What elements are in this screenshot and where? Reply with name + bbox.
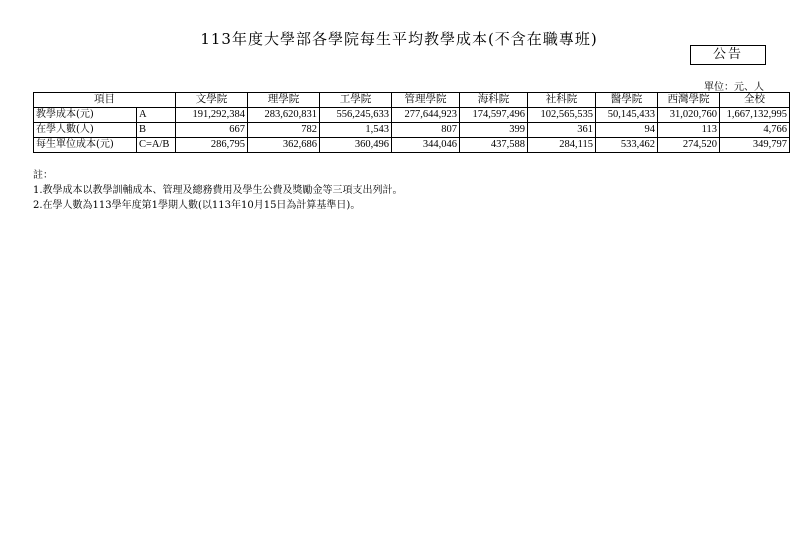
table-row <box>34 108 790 123</box>
column-header: 管理學院 <box>392 93 460 108</box>
table-cell: 94 <box>596 123 658 138</box>
table-row <box>34 138 790 153</box>
page-title: 113年度大學部各學院每生平均教學成本(不含在職專班) <box>200 30 598 48</box>
table-cell: 31,020,760 <box>658 108 720 123</box>
table-cell: 4,766 <box>720 123 790 138</box>
table-cell: 284,115 <box>528 138 596 153</box>
table-cell: 437,588 <box>460 138 528 153</box>
column-header: 西灣學院 <box>658 93 720 108</box>
table-row <box>34 123 790 138</box>
column-header: 社科院 <box>528 93 596 108</box>
note-item: 2.在學人數為113學年度第1學期人數(以113年10月15日為計算基準日)。 <box>33 200 361 211</box>
column-header-item: 項目 <box>34 93 176 108</box>
teaching-cost-table <box>33 92 790 153</box>
row-label: 每生單位成本(元) <box>34 138 137 153</box>
notice-badge: 公告 <box>690 45 766 65</box>
table-cell: 361 <box>528 123 596 138</box>
table-cell: 399 <box>460 123 528 138</box>
table-cell: 277,644,923 <box>392 108 460 123</box>
table-cell: 283,620,831 <box>248 108 320 123</box>
table-cell: 349,797 <box>720 138 790 153</box>
table-cell: 1,667,132,995 <box>720 108 790 123</box>
table-cell: 782 <box>248 123 320 138</box>
column-header: 工學院 <box>320 93 392 108</box>
table-cell: 667 <box>176 123 248 138</box>
note-item: 1.教學成本以教學訓輔成本、管理及總務費用及學生公費及獎勵金等三項支出列計。 <box>33 185 403 196</box>
row-code: A <box>137 108 176 123</box>
column-header: 醫學院 <box>596 93 658 108</box>
table-cell: 556,245,633 <box>320 108 392 123</box>
table-cell: 286,795 <box>176 138 248 153</box>
table-cell: 1,543 <box>320 123 392 138</box>
column-header: 文學院 <box>176 93 248 108</box>
table-cell: 50,145,433 <box>596 108 658 123</box>
notes-heading: 註： <box>33 170 53 181</box>
column-header: 海科院 <box>460 93 528 108</box>
table-cell: 174,597,496 <box>460 108 528 123</box>
column-header: 理學院 <box>248 93 320 108</box>
notes-section <box>33 168 403 213</box>
unit-label: 單位：元、人 <box>704 82 764 93</box>
row-code: C=A/B <box>137 138 176 153</box>
table-cell: 191,292,384 <box>176 108 248 123</box>
table-cell: 274,520 <box>658 138 720 153</box>
table-cell: 362,686 <box>248 138 320 153</box>
table-cell: 102,565,535 <box>528 108 596 123</box>
column-header: 全校 <box>720 93 790 108</box>
table-cell: 533,462 <box>596 138 658 153</box>
table-header-row <box>34 93 790 108</box>
table-cell: 344,046 <box>392 138 460 153</box>
row-label: 教學成本(元) <box>34 108 137 123</box>
table-cell: 113 <box>658 123 720 138</box>
row-code: B <box>137 123 176 138</box>
table-cell: 807 <box>392 123 460 138</box>
table-cell: 360,496 <box>320 138 392 153</box>
row-label: 在學人數(人) <box>34 123 137 138</box>
